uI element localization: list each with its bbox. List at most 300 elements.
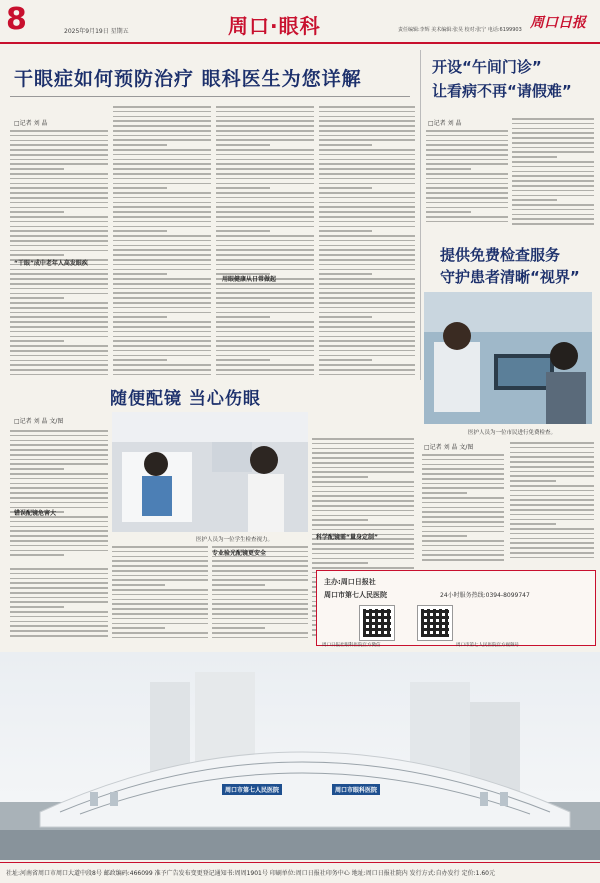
text-line xyxy=(216,240,314,242)
text-line xyxy=(113,326,211,328)
text-line xyxy=(512,204,594,206)
text-line xyxy=(212,613,308,615)
text-line xyxy=(319,216,415,218)
text-line xyxy=(112,560,208,562)
text-line xyxy=(319,245,415,247)
text-line xyxy=(422,507,504,509)
text-line xyxy=(10,521,108,523)
text-line xyxy=(319,364,415,366)
text-line xyxy=(113,302,211,304)
text-line xyxy=(512,185,594,187)
text-line xyxy=(10,459,108,461)
text-line xyxy=(216,139,314,141)
page-number: 8 xyxy=(6,2,27,37)
ad-sponsor: 主办:周口日报社 xyxy=(324,578,376,586)
text-line xyxy=(312,558,414,560)
text-line xyxy=(512,132,594,134)
text-line xyxy=(512,118,594,120)
text-line xyxy=(319,288,415,290)
text-line xyxy=(112,579,208,581)
text-line xyxy=(113,336,211,338)
text-line xyxy=(319,106,415,108)
text-line xyxy=(319,187,372,189)
text-line xyxy=(10,187,108,189)
text-line xyxy=(422,531,504,533)
text-line xyxy=(216,130,314,132)
text-line xyxy=(10,273,108,275)
text-line xyxy=(113,269,211,271)
text-line xyxy=(112,599,208,601)
text-line xyxy=(10,621,108,623)
text-line xyxy=(10,487,108,489)
text-line xyxy=(312,448,414,450)
text-line xyxy=(216,149,314,151)
text-line xyxy=(113,173,211,175)
text-line xyxy=(113,307,211,309)
text-line xyxy=(10,530,108,532)
text-line xyxy=(10,245,108,247)
text-line xyxy=(10,202,108,204)
text-line xyxy=(319,130,415,132)
text-line xyxy=(319,154,415,156)
text-line xyxy=(512,161,594,163)
text-line xyxy=(112,623,208,625)
text-line xyxy=(319,326,415,328)
text-line xyxy=(113,226,211,228)
text-line xyxy=(319,226,415,228)
text-line xyxy=(512,214,594,216)
text-line xyxy=(113,192,211,194)
text-line xyxy=(319,307,415,309)
text-line xyxy=(319,350,415,352)
text-line xyxy=(216,135,314,137)
text-line xyxy=(512,199,557,201)
text-line xyxy=(216,340,314,342)
text-line xyxy=(319,302,415,304)
text-line xyxy=(10,592,108,594)
text-line xyxy=(113,297,211,299)
text-line xyxy=(216,288,314,290)
text-line xyxy=(212,618,308,620)
text-line xyxy=(216,345,314,347)
right-mid-photo xyxy=(424,292,592,424)
text-line xyxy=(510,514,594,516)
text-line xyxy=(216,206,314,208)
text-line xyxy=(10,582,108,584)
text-line xyxy=(112,594,208,596)
text-line xyxy=(113,312,211,314)
mid-headline: 随便配镜 当心伤眼 xyxy=(110,389,261,409)
text-line xyxy=(319,235,415,237)
text-line xyxy=(10,601,108,603)
text-line xyxy=(319,321,415,323)
text-line xyxy=(10,240,108,242)
text-line xyxy=(426,178,508,180)
text-line xyxy=(10,350,108,352)
main-article-col-3 xyxy=(216,106,314,381)
text-line xyxy=(10,278,108,280)
text-line xyxy=(113,321,211,323)
text-line xyxy=(510,504,594,506)
text-line xyxy=(10,449,108,451)
text-line xyxy=(312,562,368,564)
text-line xyxy=(319,345,415,347)
text-line xyxy=(10,230,108,232)
main-article-col-1 xyxy=(10,130,108,380)
text-line xyxy=(422,454,504,456)
text-line xyxy=(426,135,508,137)
text-line xyxy=(319,197,415,199)
text-line xyxy=(113,249,211,251)
text-line xyxy=(512,171,594,173)
text-line xyxy=(10,454,108,456)
text-line xyxy=(510,552,594,554)
section-title: 周口·眼科 xyxy=(228,14,321,38)
text-line xyxy=(113,254,211,256)
text-line xyxy=(426,221,508,223)
text-line xyxy=(212,637,308,639)
text-line xyxy=(113,154,211,156)
text-line xyxy=(10,283,108,285)
text-line xyxy=(10,463,108,465)
text-line xyxy=(216,249,314,251)
text-line xyxy=(113,230,167,232)
text-line xyxy=(319,178,415,180)
text-line xyxy=(216,316,270,318)
text-line xyxy=(216,302,314,304)
text-line xyxy=(112,584,165,586)
text-line xyxy=(212,565,308,567)
text-line xyxy=(426,216,508,218)
mid-col-1b xyxy=(10,568,108,644)
text-line xyxy=(212,627,265,629)
right-mid-col-1 xyxy=(422,454,504,566)
text-line xyxy=(212,623,308,625)
text-line xyxy=(113,221,211,223)
text-line xyxy=(10,625,108,627)
text-line xyxy=(312,548,414,550)
text-line xyxy=(10,554,64,556)
text-line xyxy=(10,178,108,180)
main-byline: □记者 刘 晶 xyxy=(14,120,48,127)
text-line xyxy=(113,106,211,108)
text-line xyxy=(319,269,415,271)
text-line xyxy=(113,139,211,141)
text-line xyxy=(512,175,594,177)
text-line xyxy=(422,492,467,494)
text-line xyxy=(216,120,314,122)
text-line xyxy=(510,471,594,473)
text-line xyxy=(216,197,314,199)
text-line xyxy=(10,192,108,194)
text-line xyxy=(319,369,415,371)
main-article-col-4 xyxy=(319,106,415,381)
text-line xyxy=(10,540,108,542)
text-line xyxy=(510,475,594,477)
text-line xyxy=(113,144,167,146)
text-line xyxy=(216,116,314,118)
text-line xyxy=(510,456,594,458)
text-line xyxy=(312,510,414,512)
right-top-byline: □记者 刘 晶 xyxy=(428,120,462,127)
text-line xyxy=(216,269,314,271)
qr-code-1[interactable] xyxy=(360,606,394,640)
text-line xyxy=(319,273,372,275)
text-line xyxy=(319,336,415,338)
text-line xyxy=(312,491,414,493)
text-line xyxy=(319,292,415,294)
text-line xyxy=(216,350,314,352)
text-line xyxy=(113,273,167,275)
text-line xyxy=(113,340,211,342)
text-line xyxy=(422,535,467,537)
qr-code-2[interactable] xyxy=(418,606,452,640)
text-line xyxy=(510,519,594,521)
text-line xyxy=(216,159,314,161)
text-line xyxy=(216,297,314,299)
text-line xyxy=(216,211,314,213)
text-line xyxy=(113,159,211,161)
text-line xyxy=(216,355,314,357)
text-line xyxy=(216,230,270,232)
text-line xyxy=(312,567,414,569)
text-line xyxy=(10,360,108,362)
text-line xyxy=(512,156,557,158)
text-line xyxy=(216,125,314,127)
mid-photo-caption: 医护人员为一位学生检查视力。 xyxy=(196,537,274,543)
text-line xyxy=(319,264,415,266)
text-line xyxy=(422,540,504,542)
text-line xyxy=(512,209,594,211)
text-line xyxy=(212,570,308,572)
text-line xyxy=(10,168,64,170)
text-line xyxy=(319,173,415,175)
text-line xyxy=(422,468,504,470)
hospital-sign: 周口市第七人民医院 xyxy=(222,784,282,795)
text-line xyxy=(112,575,208,577)
qr-caption-2: 周口市第七人民医院官方视频号 xyxy=(456,643,519,648)
text-line xyxy=(212,584,265,586)
ad-organizer: 周口市第七人民医院 xyxy=(324,591,387,599)
text-line xyxy=(510,528,594,530)
text-line xyxy=(112,589,208,591)
text-line xyxy=(319,316,372,318)
text-line xyxy=(10,321,108,323)
text-line xyxy=(216,245,314,247)
text-line xyxy=(422,459,504,461)
text-line xyxy=(312,438,414,440)
text-line xyxy=(10,535,108,537)
text-line xyxy=(10,297,64,299)
text-line xyxy=(10,616,108,618)
text-line xyxy=(510,447,594,449)
page-footer: 社址:河南省周口市周口大道中段8号 邮政编码:466099 准予广告发布变更登记通知书:周周1901号 印刷单位:周口日报社印务中心 地址:周口日报社院内 发行方式:自办发行 定价:1.60元 xyxy=(0,862,600,883)
text-line xyxy=(216,202,314,204)
right-top-divider xyxy=(420,50,421,380)
text-line xyxy=(319,120,415,122)
right-mid-byline: □记者 刘 晶 文/图 xyxy=(424,444,474,451)
text-line xyxy=(10,207,108,209)
text-line xyxy=(113,235,211,237)
text-line xyxy=(113,345,211,347)
text-line xyxy=(422,545,504,547)
text-line xyxy=(216,183,314,185)
text-line xyxy=(10,355,108,357)
text-line xyxy=(113,359,167,361)
text-line xyxy=(113,168,211,170)
text-line xyxy=(10,159,108,161)
text-line xyxy=(510,499,594,501)
text-line xyxy=(510,542,594,544)
text-line xyxy=(112,556,208,558)
text-line xyxy=(10,211,64,213)
text-line xyxy=(312,462,414,464)
text-line xyxy=(112,632,208,634)
text-line xyxy=(422,497,504,499)
text-line xyxy=(10,369,108,371)
text-line xyxy=(10,440,108,442)
right-top-headline-1: 开设“午间门诊” xyxy=(432,58,542,76)
text-line xyxy=(10,235,108,237)
text-line xyxy=(113,120,211,122)
text-line xyxy=(319,283,415,285)
text-line xyxy=(216,331,314,333)
text-line xyxy=(10,135,108,137)
text-line xyxy=(216,187,270,189)
hospital-sign-2: 周口市眼科医院 xyxy=(332,784,380,795)
right-top-col-1 xyxy=(426,130,508,230)
text-line xyxy=(10,183,108,185)
text-line xyxy=(10,316,108,318)
text-line xyxy=(10,597,108,599)
text-line xyxy=(422,559,504,561)
text-line xyxy=(312,524,414,526)
text-line xyxy=(212,608,308,610)
text-line xyxy=(510,523,556,525)
text-line xyxy=(10,468,64,470)
text-line xyxy=(216,221,314,223)
text-line xyxy=(216,235,314,237)
text-line xyxy=(312,553,414,555)
text-line xyxy=(510,466,594,468)
text-line xyxy=(10,526,108,528)
text-line xyxy=(510,533,594,535)
text-line xyxy=(426,149,508,151)
masthead-logo: 周口日报 xyxy=(530,15,586,31)
text-line xyxy=(10,497,108,499)
text-line xyxy=(10,216,108,218)
text-line xyxy=(216,321,314,323)
text-line xyxy=(113,116,211,118)
text-line xyxy=(510,547,594,549)
text-line xyxy=(212,579,308,581)
text-line xyxy=(10,345,108,347)
text-line xyxy=(10,250,108,252)
text-line xyxy=(10,483,108,485)
text-line xyxy=(216,163,314,165)
text-line xyxy=(10,154,108,156)
text-line xyxy=(426,130,508,132)
text-line xyxy=(10,473,108,475)
text-line xyxy=(10,606,64,608)
text-line xyxy=(319,183,415,185)
text-line xyxy=(212,594,308,596)
text-line xyxy=(422,473,504,475)
text-line xyxy=(426,173,508,175)
text-line xyxy=(112,551,208,553)
text-line xyxy=(512,218,594,220)
text-line xyxy=(512,137,594,139)
text-line xyxy=(113,331,211,333)
text-line xyxy=(10,221,108,223)
text-line xyxy=(216,192,314,194)
text-line xyxy=(422,521,504,523)
text-line xyxy=(319,149,415,151)
text-line xyxy=(10,444,108,446)
text-line xyxy=(112,637,208,639)
text-line xyxy=(10,226,108,228)
text-line xyxy=(319,163,415,165)
text-line xyxy=(113,316,167,318)
text-line xyxy=(512,128,594,130)
text-line xyxy=(10,545,108,547)
text-line xyxy=(10,578,108,580)
text-line xyxy=(426,202,508,204)
text-line xyxy=(216,144,270,146)
text-line xyxy=(216,283,314,285)
text-line xyxy=(10,254,64,256)
text-line xyxy=(113,288,211,290)
main-subhead-1: “干眼”成中老年人高发眼疾 xyxy=(14,260,88,267)
text-line xyxy=(319,359,372,361)
text-line xyxy=(422,478,504,480)
main-subhead-2: 用眼健康从日常做起 xyxy=(222,276,277,283)
text-line xyxy=(10,573,108,575)
text-line xyxy=(10,336,108,338)
text-line xyxy=(10,430,108,432)
text-line xyxy=(216,226,314,228)
qr-caption-1: 周口日报社眼科医院官方微信 xyxy=(322,643,381,648)
text-line xyxy=(422,550,504,552)
text-line xyxy=(212,603,308,605)
text-line xyxy=(113,211,211,213)
text-line xyxy=(319,355,415,357)
text-line xyxy=(216,369,314,371)
text-line xyxy=(510,485,594,487)
text-line xyxy=(112,613,208,615)
text-line xyxy=(10,269,108,271)
text-line xyxy=(113,197,211,199)
ad-hotline: 24小时服务热线:0394-8099747 xyxy=(440,592,530,599)
text-line xyxy=(512,223,594,225)
text-line xyxy=(319,125,415,127)
text-line xyxy=(312,471,414,473)
text-line xyxy=(10,611,108,613)
text-line xyxy=(113,135,211,137)
text-line xyxy=(10,331,108,333)
text-line xyxy=(319,340,415,342)
text-line xyxy=(319,331,415,333)
text-line xyxy=(422,502,504,504)
text-line xyxy=(113,264,211,266)
text-line xyxy=(216,292,314,294)
page-header xyxy=(0,0,600,44)
text-line xyxy=(512,151,594,153)
text-line xyxy=(510,538,594,540)
text-line xyxy=(512,195,594,197)
text-line xyxy=(10,630,108,632)
issue-date: 2025年9月19日 星期五 xyxy=(64,28,129,35)
